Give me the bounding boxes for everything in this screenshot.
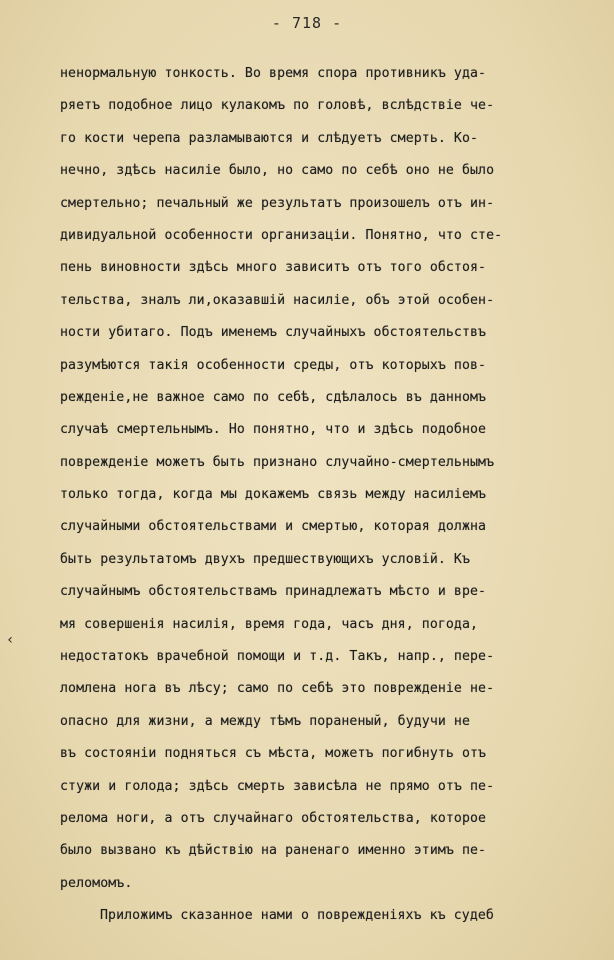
text-line: опасно для жизни, а между тѣмъ пораненый, будучи не: [60, 713, 471, 729]
text-line: въ состояніи подняться съ мѣста, можетъ погибнуть отъ: [60, 746, 487, 762]
text-line: случайными обстоятельствами и смертью, которая должна: [60, 519, 487, 535]
text-line: реломомъ.: [60, 875, 133, 891]
text-line: мя совершенія насилія, время года, часъ дня, погода,: [60, 616, 479, 632]
text-line: смертельно; печальный же результатъ произошелъ отъ ин-: [60, 195, 495, 211]
text-line: разумѣются такія особенности среды, отъ которыхъ пов-: [60, 357, 487, 373]
text-line: было вызвано къ дѣйствію на раненаго именно этимъ пе-: [60, 843, 487, 859]
text-line: только тогда, когда мы докажемъ связь между насиліемъ: [60, 487, 487, 503]
text-line: го кости черепа разламываются и слѣдуетъ смерть. Ко-: [60, 130, 479, 146]
text-line: ности убитаго. Подъ именемъ случайныхъ обстоятельствъ: [60, 325, 487, 341]
text-line: релома ноги, а отъ случайнаго обстоятельства, которое: [60, 810, 487, 826]
text-line: тельства, зналъ ли,оказавшій насиліе, объ этой особен-: [60, 292, 495, 308]
text-line-paragraph-start: Приложимъ сказанное нами о поврежденіяхъ къ судеб: [100, 908, 494, 924]
text-line: дивидуальной особенности организаціи. Понятно, что сте-: [60, 227, 503, 243]
text-line: стужи и голода; здѣсь смерть зависѣла не прямо отъ пе-: [60, 778, 495, 794]
text-line: ломлена нога въ лѣсу; само по себѣ это поврежденіе не-: [60, 681, 495, 697]
page-number: - 718 -: [271, 14, 343, 32]
text-line: случаѣ смертельнымъ. Но понятно, что и здѣсь подобное: [60, 422, 487, 438]
text-line: ряетъ подобное лицо кулакомъ по головѣ, вслѣдствіе че-: [60, 98, 495, 114]
text-line: быть результатомъ двухъ предшествующихъ условій. Къ: [60, 551, 471, 567]
text-line: ненормальную тонкость. Во время спора противникъ уда-: [60, 66, 487, 81]
text-line: поврежденіе можетъ быть признано случайно-смертельнымъ: [60, 454, 495, 470]
text-line: нечно, здѣсь насиліе было, но само по себѣ оно не было: [60, 163, 495, 179]
text-line: недостатокъ врачебной помощи и т.д. Такъ, напр., пере-: [60, 649, 495, 665]
text-line: режденіе,не важное само по себѣ, сдѣлалось въ данномъ: [60, 389, 487, 405]
body-text: [60, 58, 590, 933]
margin-mark: ‹: [6, 632, 15, 648]
text-line: случайнымъ обстоятельствамъ принадлежатъ мѣсто и вре-: [60, 584, 487, 600]
text-line: пень виновности здѣсь много зависитъ отъ того обстоя-: [60, 260, 487, 276]
